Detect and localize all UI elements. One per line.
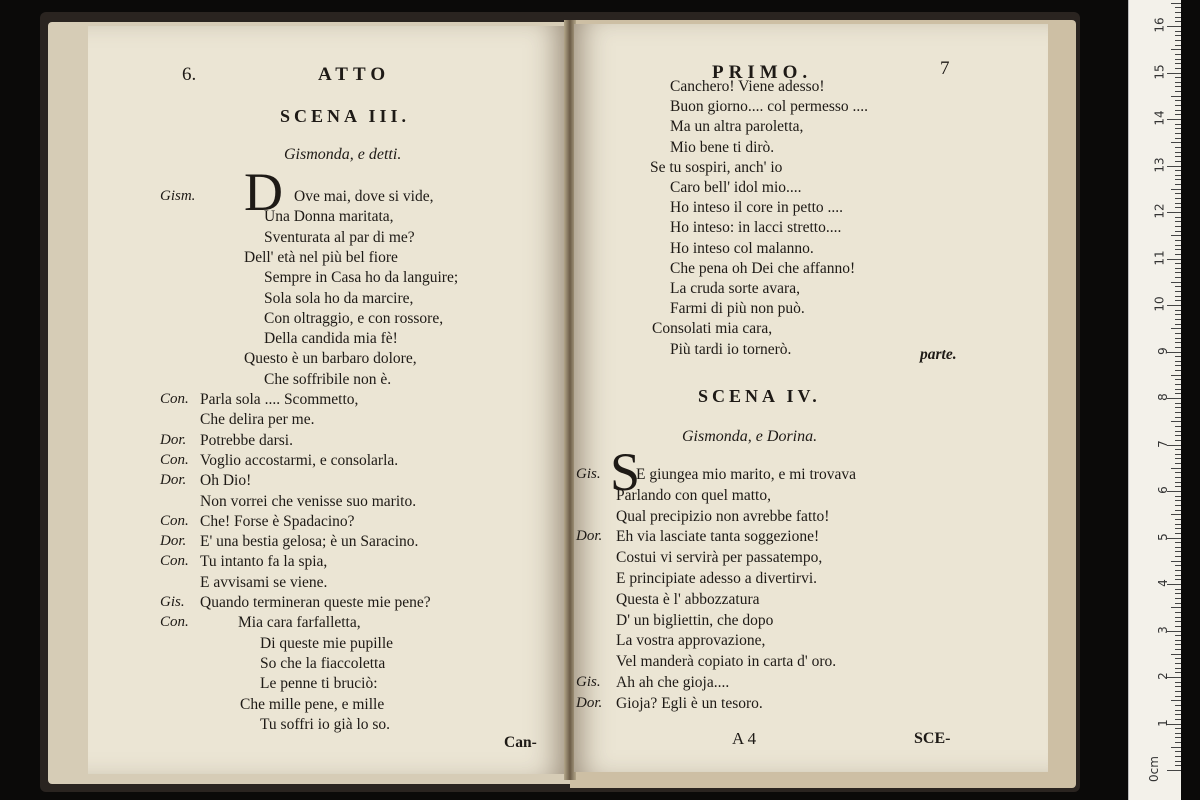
verse-line: Se tu sospiri, anch' io <box>650 158 783 176</box>
ruler-label: 5 <box>1156 532 1171 541</box>
ruler-tick <box>1175 463 1181 464</box>
verse-line: Dell' età nel più bel fiore <box>244 248 398 266</box>
speaker-label: Con. <box>160 614 189 631</box>
verse-line: Potrebbe darsi. <box>200 431 293 449</box>
ruler-tick <box>1175 668 1181 669</box>
ruler-tick <box>1175 207 1181 208</box>
ruler-tick <box>1175 593 1181 594</box>
verse-line: Caro bell' idol mio.... <box>670 179 802 196</box>
ruler-tick <box>1175 733 1181 734</box>
ruler-tick <box>1175 728 1181 729</box>
verse-line: Che delira per me. <box>200 411 315 429</box>
verse-line: Oh Dio! <box>200 472 252 490</box>
verse-line: Che soffribile non è. <box>264 370 392 388</box>
ruler-tick <box>1175 59 1181 60</box>
ruler-tick <box>1175 21 1181 22</box>
ruler-tick <box>1175 663 1181 664</box>
verse-line: Mia cara farfalletta, <box>238 614 361 632</box>
ruler-tick <box>1175 324 1181 325</box>
ruler-tick <box>1175 547 1181 548</box>
ruler-tick <box>1175 365 1181 366</box>
speaker-label: Con. <box>160 391 189 407</box>
ruler-tick <box>1175 458 1181 459</box>
scene-title: SCENA III. <box>280 106 411 126</box>
measuring-ruler <box>1128 0 1181 800</box>
ruler-tick <box>1175 761 1181 762</box>
ruler-tick <box>1175 751 1181 752</box>
ruler-tick <box>1175 412 1181 413</box>
ruler-tick <box>1175 389 1181 390</box>
ruler-tick <box>1167 73 1181 74</box>
ruler-tick <box>1171 282 1181 283</box>
verse-line: E principiate adesso a divertirvi. <box>616 570 818 587</box>
ruler-tick <box>1175 277 1181 278</box>
ruler-tick <box>1175 672 1181 673</box>
verse-line: Ho inteso col malanno. <box>670 239 814 257</box>
verse-line: Della candida mia fè! <box>264 330 398 348</box>
verse-line: La cruda sorte avara, <box>670 280 800 297</box>
ruler-tick <box>1175 714 1181 715</box>
ruler-tick <box>1167 166 1181 167</box>
verse-line: Questo è un barbaro dolore, <box>244 350 417 368</box>
ruler-tick <box>1175 472 1181 473</box>
verse-line: Parla sola .... Scommetto, <box>200 391 359 408</box>
ruler-tick <box>1175 263 1181 264</box>
ruler-tick <box>1175 342 1181 343</box>
page-number: 6. <box>182 64 197 85</box>
ruler-tick <box>1167 770 1181 771</box>
ruler-tick <box>1175 379 1181 380</box>
ruler-tick <box>1175 314 1181 315</box>
ruler-tick <box>1175 147 1181 148</box>
verse-line: Mio bene ti dirò. <box>670 138 775 156</box>
ruler-tick <box>1171 607 1181 608</box>
ruler-label: 11 <box>1152 249 1167 266</box>
ruler-tick <box>1175 393 1181 394</box>
verse-line: Ho inteso: in lacci stretto.... <box>670 219 842 237</box>
ruler-tick <box>1175 105 1181 106</box>
ruler-label: 7 <box>1156 439 1171 448</box>
ruler-tick <box>1175 152 1181 153</box>
ruler-tick <box>1175 579 1181 580</box>
verse-line: Sventurata al par di me? <box>264 228 415 246</box>
ruler-tick <box>1175 658 1181 659</box>
ruler-tick <box>1175 454 1181 455</box>
ruler-tick <box>1175 640 1181 641</box>
ruler-tick <box>1175 54 1181 55</box>
ruler-label: 2 <box>1156 672 1171 680</box>
verse-line: Parlando con quel matto, <box>616 486 771 504</box>
ruler-tick <box>1175 63 1181 64</box>
ruler-tick <box>1167 259 1181 260</box>
ruler-tick <box>1175 221 1181 222</box>
ruler-tick <box>1175 179 1181 180</box>
verse-line: Costui vi servirà per passatempo, <box>616 549 823 567</box>
ruler-tick <box>1175 635 1181 636</box>
ruler-label: 13 <box>1152 156 1167 173</box>
speaker-label: Con. <box>160 512 189 529</box>
ruler-tick <box>1171 700 1181 701</box>
ruler-tick <box>1175 482 1181 483</box>
verse-line: Tu intanto fa la spia, <box>200 553 328 571</box>
ruler-tick <box>1175 496 1181 497</box>
right-page <box>574 24 1048 772</box>
ruler-tick <box>1175 203 1181 204</box>
ruler-tick <box>1175 435 1181 436</box>
ruler-tick <box>1175 17 1181 18</box>
verse-line: Consolati mia cara, <box>652 320 773 338</box>
ruler-tick <box>1175 138 1181 139</box>
ruler-tick <box>1175 542 1181 543</box>
verse-line: Qual precipizio non avrebbe fatto! <box>616 507 830 525</box>
ruler-tick <box>1171 142 1181 143</box>
ruler-tick <box>1167 119 1181 120</box>
ruler-tick <box>1175 528 1181 529</box>
ruler-tick <box>1175 82 1181 83</box>
ruler-tick <box>1175 565 1181 566</box>
ruler-tick <box>1167 305 1181 306</box>
speaker-label: Con. <box>160 553 189 570</box>
ruler-tick <box>1175 598 1181 599</box>
verse-line: Non vorrei che venisse suo marito. <box>200 492 417 510</box>
ruler-tick <box>1175 175 1181 176</box>
ruler-label: 16 <box>1152 17 1167 33</box>
scene-title: SCENA IV. <box>698 386 821 406</box>
ruler-label: 14 <box>1152 110 1167 126</box>
verse-line: Con oltraggio, e con rossore, <box>264 309 444 327</box>
ruler-tick <box>1175 31 1181 32</box>
verse-line: E' una bestia gelosa; è un Saracino. <box>200 533 419 551</box>
ruler-tick <box>1175 765 1181 766</box>
verse-line: Che mille pene, e mille <box>240 695 385 713</box>
stage-direction: Gismonda, e detti. <box>284 146 402 163</box>
speaker-label: Dor. <box>160 533 187 550</box>
ruler-tick <box>1175 612 1181 613</box>
ruler-tick <box>1175 742 1181 743</box>
verse-line: Gioja? Egli è un tesoro. <box>616 694 763 712</box>
ruler-tick <box>1175 310 1181 311</box>
ruler-tick <box>1171 96 1181 97</box>
ruler-tick <box>1175 575 1181 576</box>
ruler-tick <box>1175 333 1181 334</box>
ruler-tick <box>1175 644 1181 645</box>
ruler-tick <box>1175 505 1181 506</box>
ruler-label: 15 <box>1152 63 1167 80</box>
ruler-tick <box>1175 110 1181 111</box>
signature-mark: A 4 <box>732 729 757 748</box>
verse-line: Che pena oh Dei che affanno! <box>670 259 856 277</box>
verse-line: Quando termineran queste mie pene? <box>200 594 431 611</box>
ruler-tick <box>1175 254 1181 255</box>
ruler-tick <box>1175 500 1181 501</box>
ruler-tick <box>1171 328 1181 329</box>
speaker-label: Gism. <box>160 188 196 204</box>
ruler-tick <box>1175 649 1181 650</box>
ruler-tick <box>1175 193 1181 194</box>
ruler-tick <box>1175 156 1181 157</box>
ruler-tick <box>1175 710 1181 711</box>
speaker-label: Dor. <box>160 472 187 489</box>
ruler-tick <box>1175 272 1181 273</box>
ruler-label: 9 <box>1156 346 1171 355</box>
ruler-tick <box>1175 338 1181 339</box>
ruler-tick <box>1175 691 1181 692</box>
ruler-tick <box>1175 551 1181 552</box>
ruler-tick <box>1175 91 1181 92</box>
ruler-tick <box>1175 319 1181 320</box>
ruler-label: 12 <box>1152 203 1167 219</box>
ruler-tick <box>1171 235 1181 236</box>
verse-line: Voglio accostarmi, e consolarla. <box>200 451 399 469</box>
ruler-tick <box>1175 170 1181 171</box>
verse-line: Ah ah che gioja.... <box>616 674 730 691</box>
ruler-tick <box>1167 212 1181 213</box>
ruler-tick <box>1175 431 1181 432</box>
ruler-tick <box>1175 184 1181 185</box>
ruler-tick <box>1171 3 1181 4</box>
verse-line: Sola sola ho da marcire, <box>264 289 414 307</box>
verse-line: Buon giorno.... col permesso .... <box>670 98 869 116</box>
verse-line: Sempre in Casa ho da languire; <box>264 269 459 287</box>
verse-line: Ma un altra paroletta, <box>670 118 804 136</box>
ruler-tick <box>1175 291 1181 292</box>
ruler-tick <box>1175 384 1181 385</box>
verse-line: Vel manderà copiato in carta d' oro. <box>616 653 837 671</box>
ruler-tick <box>1175 68 1181 69</box>
ruler-tick <box>1175 440 1181 441</box>
ruler-tick <box>1171 468 1181 469</box>
ruler-tick <box>1175 240 1181 241</box>
drop-cap: S <box>610 442 641 502</box>
ruler-tick <box>1175 231 1181 232</box>
ruler-tick <box>1175 696 1181 697</box>
ruler-tick <box>1175 719 1181 720</box>
ruler-tick <box>1175 198 1181 199</box>
catchword: SCE- <box>914 730 951 747</box>
ruler-label: 8 <box>1156 393 1171 401</box>
ruler-tick <box>1175 226 1181 227</box>
ruler-tick <box>1175 245 1181 246</box>
ruler-label: 4 <box>1156 579 1171 587</box>
ruler-tick <box>1171 514 1181 515</box>
left-page <box>88 26 566 774</box>
ruler-tick <box>1167 26 1181 27</box>
speaker-label: Gis. <box>576 466 601 482</box>
ruler-tick <box>1175 217 1181 218</box>
ruler-tick <box>1175 356 1181 357</box>
verse-line: Ho inteso il core in petto .... <box>670 199 844 217</box>
ruler-tick <box>1175 133 1181 134</box>
ruler-tick <box>1175 510 1181 511</box>
ruler-tick <box>1175 603 1181 604</box>
ruler-tick <box>1175 35 1181 36</box>
ruler-tick <box>1171 561 1181 562</box>
ruler-label: 3 <box>1156 625 1171 634</box>
ruler-tick <box>1175 426 1181 427</box>
catchword: Can- <box>504 734 537 751</box>
speaker-label: Dor. <box>160 431 187 448</box>
ruler-tick <box>1171 421 1181 422</box>
speaker-label: Con. <box>160 451 189 468</box>
ruler-tick <box>1175 626 1181 627</box>
verse-line: Una Donna maritata, <box>264 208 394 226</box>
exit-direction: parte. <box>920 346 957 363</box>
ruler-tick <box>1175 12 1181 13</box>
verse-line: So che la fiaccoletta <box>260 654 386 672</box>
verse-line: E avvisami se viene. <box>200 573 328 591</box>
ruler-tick <box>1175 128 1181 129</box>
ruler-tick <box>1175 449 1181 450</box>
ruler-tick <box>1171 747 1181 748</box>
ruler-tick <box>1175 570 1181 571</box>
ruler-tick <box>1171 189 1181 190</box>
verse-line: Di queste mie pupille <box>260 634 394 652</box>
verse-line: Che! Forse è Spadacino? <box>200 512 355 530</box>
ruler-tick <box>1175 533 1181 534</box>
running-head: PRIMO. <box>712 62 813 83</box>
speaker-label: Gis. <box>160 594 185 610</box>
ruler-tick <box>1175 45 1181 46</box>
ruler-tick <box>1171 654 1181 655</box>
stage-direction: Gismonda, e Dorina. <box>682 428 818 445</box>
ruler-tick <box>1175 705 1181 706</box>
drop-cap: D <box>244 162 283 222</box>
verse-line: Più tardi io tornerò. <box>670 340 792 358</box>
ruler-tick <box>1175 737 1181 738</box>
ruler-tick <box>1175 370 1181 371</box>
ruler-tick <box>1175 347 1181 348</box>
ruler-tick <box>1175 296 1181 297</box>
ruler-tick <box>1175 114 1181 115</box>
ruler-tick <box>1175 682 1181 683</box>
page-number: 7 <box>940 58 950 79</box>
ruler-tick <box>1175 617 1181 618</box>
ruler-tick <box>1175 686 1181 687</box>
ruler-tick <box>1175 86 1181 87</box>
verse-line: Eh via lasciate tanta soggezione! <box>616 528 820 546</box>
ruler-tick <box>1171 375 1181 376</box>
ruler-tick <box>1175 161 1181 162</box>
verse-line: Canchero! Viene adesso! <box>670 78 825 95</box>
ruler-tick <box>1175 300 1181 301</box>
running-head: ATTO <box>318 64 391 85</box>
speaker-label: Gis. <box>576 674 601 690</box>
verse-line: D' un bigliettin, che dopo <box>616 611 774 629</box>
ruler-tick <box>1175 589 1181 590</box>
speaker-label: Dor. <box>576 694 603 711</box>
ruler-tick <box>1175 556 1181 557</box>
ruler-tick <box>1175 124 1181 125</box>
verse-line: Tu soffri io già lo so. <box>260 715 391 733</box>
verse-line: Farmi di più non può. <box>670 300 805 318</box>
ruler-tick <box>1175 268 1181 269</box>
speaker-label: Dor. <box>576 528 603 545</box>
verse-line: Ove mai, dove si vide, <box>294 188 434 205</box>
verse-line: Le penne ti bruciò: <box>260 675 378 693</box>
ruler-tick <box>1175 7 1181 8</box>
ruler-tick <box>1175 621 1181 622</box>
ruler-label: 0cm <box>1147 756 1162 782</box>
ruler-label: 10 <box>1152 296 1167 312</box>
ruler-tick <box>1175 417 1181 418</box>
ruler-tick <box>1175 407 1181 408</box>
ruler-label: 1 <box>1156 718 1171 727</box>
ruler-tick <box>1175 519 1181 520</box>
verse-line: Questa è l' abbozzatura <box>616 590 760 608</box>
ruler-tick <box>1175 100 1181 101</box>
ruler-tick <box>1175 249 1181 250</box>
ruler-tick <box>1175 756 1181 757</box>
ruler-tick <box>1175 40 1181 41</box>
ruler-tick <box>1175 524 1181 525</box>
ruler-tick <box>1175 286 1181 287</box>
ruler-tick <box>1175 77 1181 78</box>
ruler-tick <box>1175 361 1181 362</box>
verse-line: La vostra approvazione, <box>616 632 766 650</box>
ruler-label: 6 <box>1156 486 1171 494</box>
ruler-tick <box>1175 477 1181 478</box>
verse-line: E giungea mio marito, e mi trovava <box>636 466 856 483</box>
ruler-tick <box>1175 403 1181 404</box>
ruler-tick <box>1175 486 1181 487</box>
ruler-tick <box>1171 49 1181 50</box>
